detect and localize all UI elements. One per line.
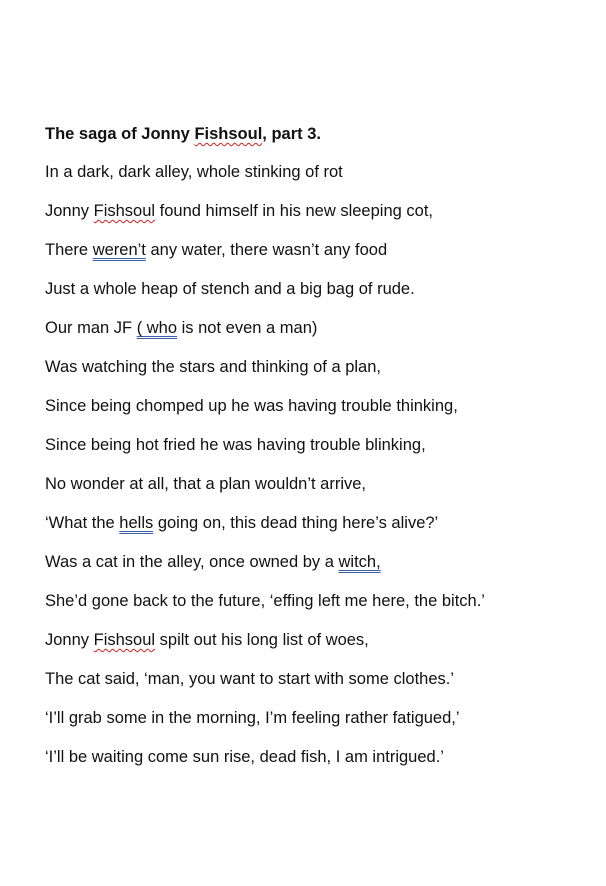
line-text: No wonder at all, that a plan wouldn’t arrive, [45,475,367,493]
poem-line-8 [45,434,585,456]
line-text: found himself in his new sleeping cot, [155,202,433,220]
line-text: any water, there wasn’t any food [145,241,388,259]
spelling-flag[interactable]: Fishsoul [93,202,156,220]
grammar-flag[interactable]: witch, [338,553,381,571]
poem-line-16 [45,746,585,768]
line-text: Jonny [45,202,94,220]
poem-line-2 [45,200,585,222]
poem-line-12 [45,590,585,612]
line-text: ‘I’ll be waiting come sun rise, dead fish, I am intrigued.’ [45,748,444,766]
spelling-flag[interactable]: Fishsoul [194,125,263,143]
line-text: going on, this dead thing here’s alive?’ [153,514,439,532]
line-text: ‘I’ll grab some in the morning, I’m feeling rather fatigued,’ [45,709,460,727]
poem-title [45,123,585,145]
line-text: Was watching the stars and thinking of a plan, [45,358,381,376]
title-text: , part 3. [262,125,321,143]
poem-line-10 [45,512,585,534]
poem-line-15 [45,707,585,729]
poem-line-1 [45,161,585,183]
line-text: is not even a man) [177,319,318,337]
line-text: ‘What the [45,514,120,532]
line-text: Just a whole heap of stench and a big bag of rude. [45,280,415,298]
poem-line-3 [45,239,585,261]
poem-line-4 [45,278,585,300]
spelling-flag[interactable]: Fishsoul [93,631,156,649]
poem-line-9 [45,473,585,495]
line-text: Was a cat in the alley, once owned by a [45,553,339,571]
line-text: Our man JF [45,319,137,337]
line-text: spilt out his long list of woes, [155,631,369,649]
line-text: In a dark, dark alley, whole stinking of rot [45,163,343,181]
line-text: Since being hot fried he was having trouble blinking, [45,436,426,454]
poem-line-14 [45,668,585,690]
poem-line-6 [45,356,585,378]
grammar-flag[interactable]: hells [119,514,154,532]
line-text: The cat said, ‘man, you want to start with some clothes.’ [45,670,455,688]
line-text: Since being chomped up he was having trouble thinking, [45,397,458,415]
poem-line-11 [45,551,585,573]
document-body[interactable] [45,123,585,785]
poem-line-13 [45,629,585,651]
grammar-flag[interactable]: ( who [136,319,178,337]
line-text: There [45,241,93,259]
title-text: The saga of Jonny [45,125,195,143]
line-text: She’d gone back to the future, ‘effing left me here, the bitch.’ [45,592,485,610]
poem-line-7 [45,395,585,417]
grammar-flag[interactable]: weren’t [92,241,146,259]
line-text: Jonny [45,631,94,649]
poem-line-5 [45,317,585,339]
